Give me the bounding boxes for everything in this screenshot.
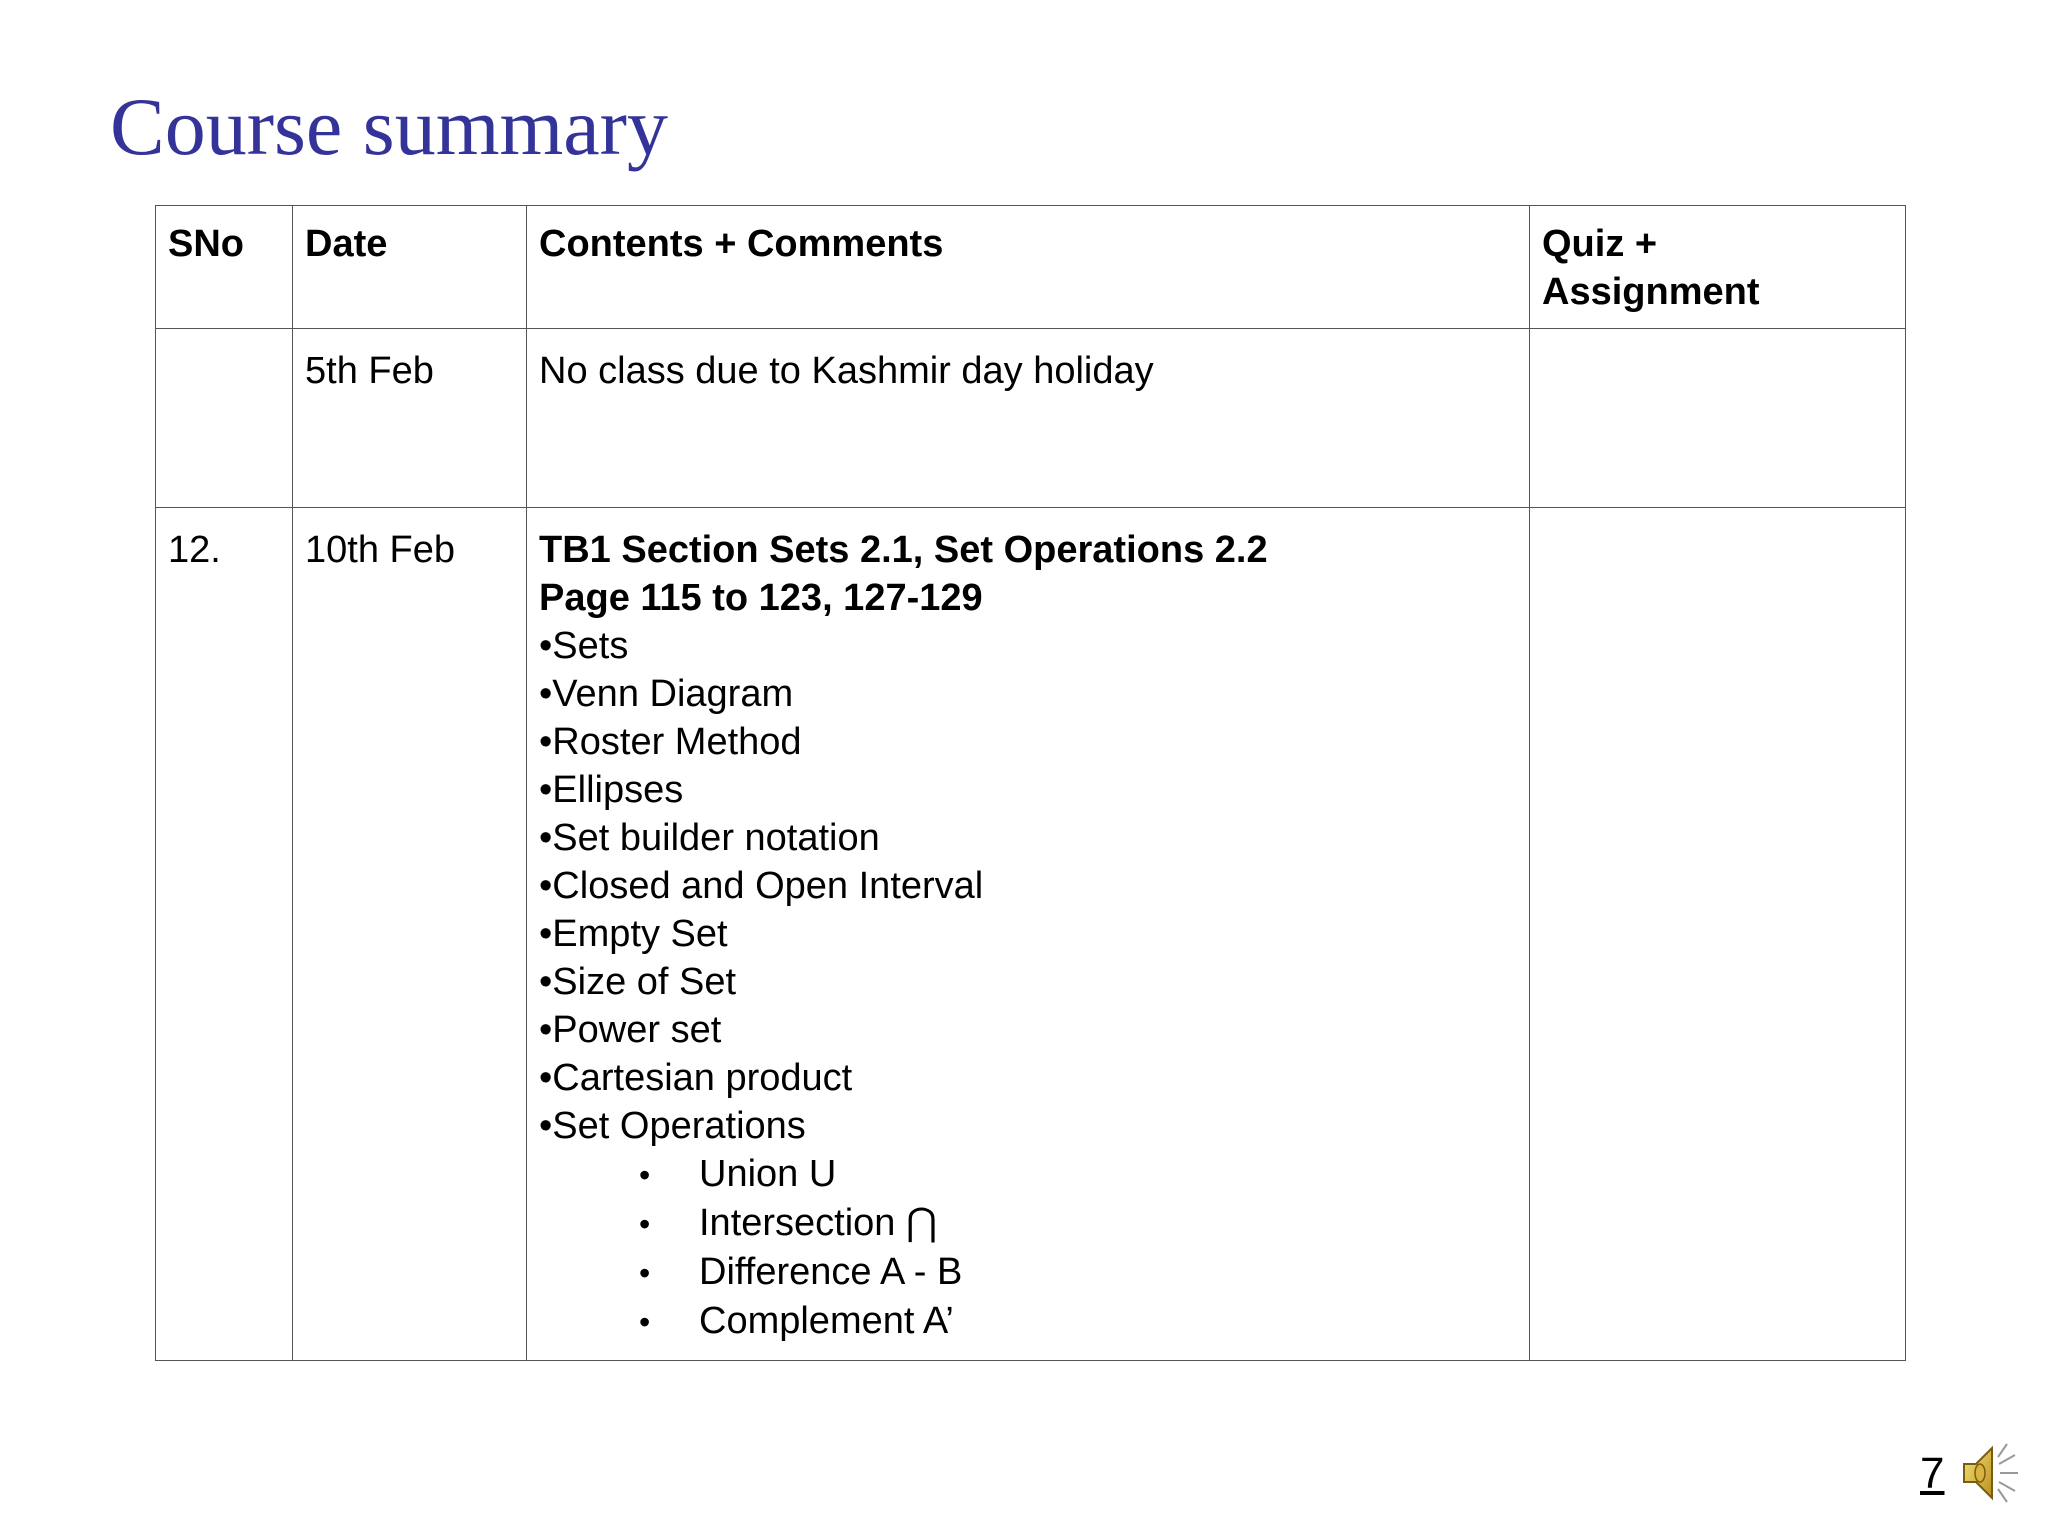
- sub-list-item: [539, 1297, 1517, 1346]
- list-item: •Venn Diagram: [539, 673, 794, 715]
- header-row: [156, 206, 1906, 329]
- content-heading-line2: Page 115 to 123, 127-129: [539, 577, 983, 619]
- sub-list-item: [539, 1248, 1517, 1297]
- list-item: •Empty Set: [539, 913, 728, 955]
- bullet-icon: •: [639, 1255, 651, 1291]
- header-quiz-line2: Assignment: [1542, 271, 1760, 313]
- cell-quiz: [1530, 508, 1906, 1361]
- bullet-icon: •: [639, 1304, 651, 1340]
- speaker-icon[interactable]: [1958, 1438, 2028, 1508]
- cell-date: 5th Feb: [293, 329, 527, 508]
- bullet-icon: •: [639, 1206, 651, 1242]
- sub-list-item-text: Complement A’: [699, 1300, 954, 1342]
- sub-list-item-text: Union U: [699, 1153, 837, 1195]
- list-item: •Roster Method: [539, 721, 802, 763]
- list-item: •Ellipses: [539, 769, 684, 811]
- sub-list-item-text: Intersection ⋂: [699, 1202, 938, 1244]
- cell-content: [527, 508, 1530, 1361]
- table-row: [156, 508, 1906, 1361]
- sub-list-item: [539, 1150, 1517, 1199]
- cell-date: 10th Feb: [293, 508, 527, 1361]
- list-item: •Set Operations: [539, 1105, 806, 1147]
- list-item: •Size of Set: [539, 961, 737, 1003]
- header-contents: Contents + Comments: [527, 206, 1530, 329]
- cell-content: No class due to Kashmir day holiday: [527, 329, 1530, 508]
- course-summary-table: [155, 205, 1906, 1361]
- list-item: •Sets: [539, 625, 629, 667]
- header-quiz: [1530, 206, 1906, 329]
- cell-quiz: [1530, 329, 1906, 508]
- header-quiz-line1: Quiz +: [1542, 223, 1658, 265]
- list-item: •Set builder notation: [539, 817, 880, 859]
- table-row: [156, 329, 1906, 508]
- page-number: 7: [1920, 1449, 1945, 1498]
- cell-sno: 12.: [156, 508, 293, 1361]
- content-heading-line1: TB1 Section Sets 2.1, Set Operations 2.2: [539, 529, 1268, 571]
- header-date: Date: [293, 206, 527, 329]
- sub-list-item: [539, 1199, 1517, 1248]
- list-item: •Cartesian product: [539, 1057, 853, 1099]
- header-sno: SNo: [156, 206, 293, 329]
- list-item: •Power set: [539, 1009, 722, 1051]
- bullet-icon: •: [639, 1157, 651, 1193]
- sub-list-item-text: Difference A - B: [699, 1251, 963, 1293]
- cell-sno: [156, 329, 293, 508]
- slide-title: Course summary: [110, 81, 668, 172]
- list-item: •Closed and Open Interval: [539, 865, 984, 907]
